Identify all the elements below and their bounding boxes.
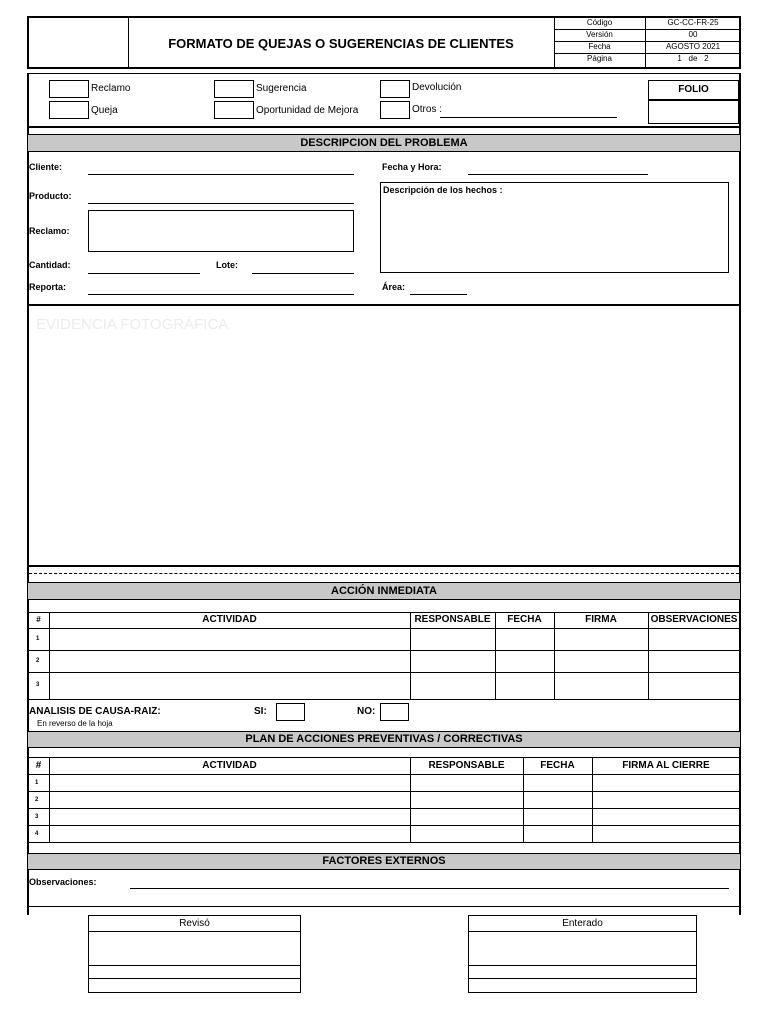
folio-field[interactable] (648, 100, 739, 124)
plan-header-fecha: FECHA (540, 760, 575, 771)
meta-label-codigo: Código (586, 18, 613, 27)
reclamo-checkbox[interactable] (49, 80, 89, 98)
cliente-label: Cliente: (29, 162, 63, 172)
cantidad-field[interactable] (88, 273, 200, 274)
ia-header-num: # (36, 615, 41, 624)
descripcion-field[interactable] (380, 182, 729, 273)
producto-label: Producto: (29, 191, 72, 201)
section-descripcion-problema: DESCRIPCION DEL PROBLEMA (28, 134, 740, 152)
meta-value-codigo: GC-CC-FR-25 (667, 18, 719, 27)
no-checkbox[interactable] (380, 703, 409, 721)
ia-header-actividad: ACTIVIDAD (202, 614, 257, 625)
plan-row-num: 3 (35, 814, 39, 820)
producto-field[interactable] (88, 203, 354, 204)
ia-row-num: 2 (36, 658, 40, 664)
fecha-hora-field[interactable] (468, 174, 648, 175)
ia-row-num: 1 (36, 636, 40, 642)
plan-header-num: # (35, 760, 42, 771)
reviso-label: Revisó (179, 918, 210, 929)
queja-checkbox[interactable] (49, 101, 89, 119)
root-cause-title: ANALISIS DE CAUSA-RAIZ: (29, 706, 161, 717)
cliente-field[interactable] (88, 174, 354, 175)
ia-header-fecha: FECHA (507, 614, 542, 625)
no-label: NO: (357, 706, 376, 717)
area-field[interactable] (410, 294, 467, 295)
area-label: Área: (382, 282, 406, 292)
folio-label: FOLIO (678, 84, 709, 95)
ia-row-num: 3 (36, 682, 40, 688)
plan-row-num: 4 (35, 831, 39, 837)
lote-field[interactable] (252, 273, 354, 274)
reporta-label: Reporta: (29, 282, 67, 292)
otros-field[interactable] (440, 117, 617, 118)
oportunidad-label: Oportunidad de Mejora (256, 105, 359, 116)
fecha-hora-label: Fecha y Hora: (382, 162, 442, 172)
page-right-border (739, 73, 741, 915)
otros-checkbox[interactable] (380, 101, 410, 119)
reclamo-label: Reclamo (91, 83, 131, 94)
meta-label-version: Versión (586, 30, 613, 39)
lote-label: Lote: (216, 260, 238, 270)
meta-label-fecha: Fecha (588, 42, 611, 51)
dashed-separator (29, 573, 739, 574)
devolucion-label: Devolución (412, 82, 462, 93)
otros-label: Otros : (412, 104, 443, 115)
reclamo-field[interactable] (88, 210, 354, 252)
observaciones-field[interactable] (130, 888, 729, 889)
meta-value-pagina: 1 de 2 (677, 54, 709, 63)
ia-header-firma: FIRMA (585, 614, 617, 625)
root-cause-note: En reverso de la hoja (37, 719, 113, 728)
si-label: SI: (254, 706, 267, 717)
oportunidad-checkbox[interactable] (214, 101, 254, 119)
plan-header-responsable: RESPONSABLE (428, 760, 505, 771)
observaciones-label: Observaciones: (29, 877, 97, 887)
sugerencia-label: Sugerencia (256, 83, 307, 94)
queja-label: Queja (91, 105, 118, 116)
ia-header-observaciones: OBSERVACIONES (650, 614, 738, 625)
cantidad-label: Cantidad: (29, 260, 71, 270)
si-checkbox[interactable] (276, 703, 305, 721)
enterado-label: Enterado (562, 918, 603, 929)
meta-value-fecha: AGOSTO 2021 (665, 42, 721, 51)
descripcion-label: Descripción de los hechos : (383, 185, 503, 195)
meta-label-pagina: Página (587, 54, 612, 63)
sugerencia-checkbox[interactable] (214, 80, 254, 98)
plan-header-firma-cierre: FIRMA AL CIERRE (622, 760, 710, 771)
plan-header-actividad: ACTIVIDAD (202, 760, 257, 771)
evidence-area[interactable] (29, 306, 739, 564)
plan-row-num: 1 (35, 780, 39, 786)
evidencia-watermark: EVIDENCIA FOTOGRÁFICA (36, 316, 229, 333)
section-plan-acciones: PLAN DE ACCIONES PREVENTIVAS / CORRECTIVAS (28, 731, 740, 748)
ia-header-responsable: RESPONSABLE (414, 614, 491, 625)
form-title: FORMATO DE QUEJAS O SUGERENCIAS DE CLIENTES (168, 36, 514, 51)
reporta-field[interactable] (88, 294, 354, 295)
devolucion-checkbox[interactable] (380, 80, 410, 98)
section-accion-inmediata: ACCIÓN INMEDIATA (28, 582, 740, 600)
reclamo-text-label: Reclamo: (29, 226, 70, 236)
meta-value-version: 00 (688, 30, 698, 39)
section-factores-externos: FACTORES EXTERNOS (28, 853, 740, 870)
plan-row-num: 2 (35, 797, 39, 803)
